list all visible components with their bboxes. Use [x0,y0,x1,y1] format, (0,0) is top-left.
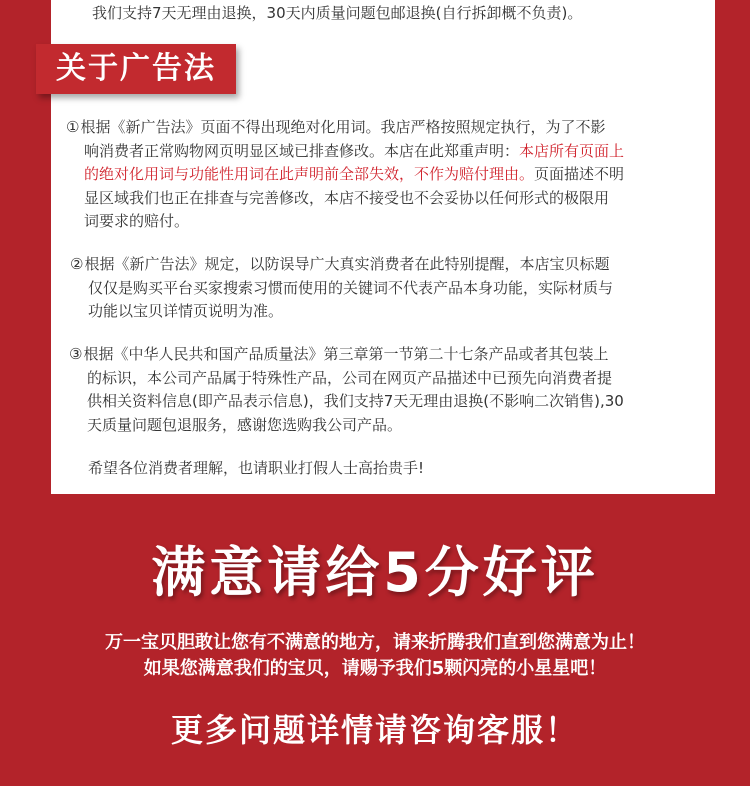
rating-subtext-2: 如果您满意我们的宝贝，请赐予我们5颗闪亮的小星星吧！ [143,658,607,679]
section-title: 关于广告法 [36,44,236,94]
paragraph-number: ③ [69,345,83,363]
highlight-text: 的绝对化用词与功能性用词在此声明前全部失效，不作为赔付理由。 [84,165,535,183]
rating-subtext-1: 万一宝贝胆敢让您有不满意的地方，请来折腾我们直到您满意为止！ [105,632,645,653]
closing-note: 希望各位消费者理解，也请职业打假人士高抬贵手! [88,459,425,477]
rating-headline: 满意请给5分好评 [151,541,599,604]
highlight-text: 本店所有页面上 [519,141,625,160]
paragraph-number: ① [66,118,80,136]
contact-service-headline: 更多问题详情请咨询客服！ [170,711,579,749]
paragraph-number: ② [70,255,84,273]
paragraph-3: ③根据《中华人民共和国产品质量法》第三章第一节第二十七条产品或者其包装上 的标识，本公司产品属于特殊性产品，公司在网页产品描述中已预先向消费者提 供相关资料信息(即产品表示信息)，我们支持7天无理由退换(不影响二次销售),30 天质量问题包退服务，感谢您选购我公司产品。 [69,345,624,434]
paragraph-2: ②根据《新广告法》规定，以防误导广大真实消费者在此特别提醒，本店宝贝标题 仅仅是购买平台买家搜索习惯而使用的关键词不代表产品本身功能，实际材质与 功能以宝贝详情页说明为准。 [70,255,614,320]
return-policy-text: 我们支持7天无理由退换，30天内质量问题包邮退换(自行拆卸概不负责)。 [92,4,583,22]
paragraph-1: ①根据《新广告法》页面不得出现绝对化用词。我店严格按照规定执行，为了不影 响消费者正常购物网页明显区域已排查修改。本店在此郑重声明：本店所有页面上 的绝对化用词与功能性用词在此声明前全部失效，不作为赔付理由。页面描述不明 显区域我们也正在排查与完善修改，本店不接受也不会妥协以任何形式的极限用 词要求的赔付。 [66,118,625,230]
